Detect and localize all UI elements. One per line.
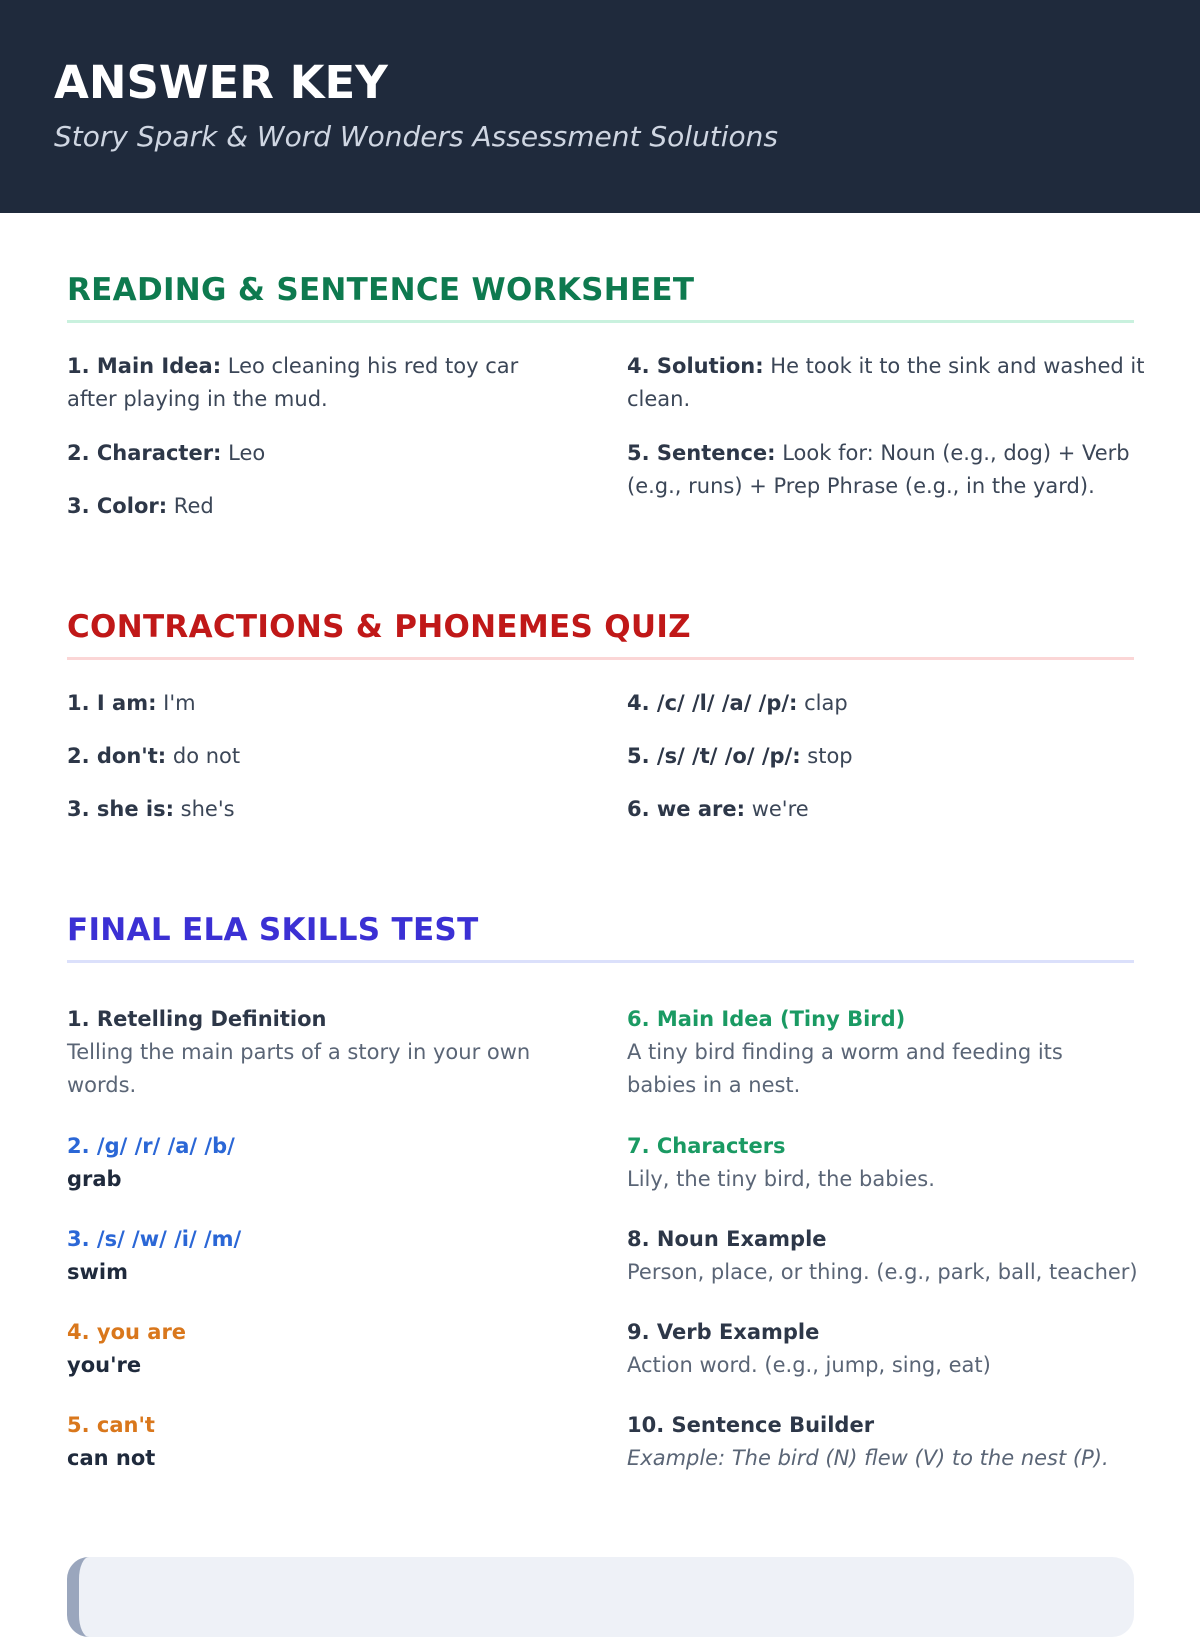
answer-item — [67, 740, 572, 773]
answer-text: clap — [797, 691, 848, 715]
section-divider — [67, 960, 1134, 963]
answer-text: Look for: Noun (e.g., dog) + Verb (e.g., runs) + Prep Phrase (e.g., in the yard). — [627, 441, 1130, 498]
answer-item — [627, 437, 1147, 503]
answer-text: Leo cleaning his red toy car after playing in the mud. — [67, 354, 519, 411]
answer-text: I'm — [156, 691, 196, 715]
answer-text: we're — [745, 797, 809, 821]
page-title: ANSWER KEY — [54, 56, 388, 109]
question-answer: you're — [67, 1353, 142, 1377]
answer-label: 3. she is: — [67, 797, 174, 821]
answer-item — [627, 350, 1147, 416]
question-answer: swim — [67, 1260, 128, 1284]
section-title-reading: READING & SENTENCE WORKSHEET — [67, 272, 695, 308]
answer-item — [627, 793, 1147, 826]
answer-item — [67, 437, 572, 470]
answer-item — [67, 687, 572, 720]
answer-label: 4. Solution: — [627, 354, 764, 378]
question-answer: Example: The bird (N) flew (V) to the nest (P). — [627, 1446, 1109, 1470]
section-divider — [67, 657, 1134, 660]
answer-item — [627, 740, 1147, 773]
answer-label: 2. don't: — [67, 744, 167, 768]
answer-label: 3. Color: — [67, 494, 168, 518]
page-subtitle: Story Spark & Word Wonders Assessment Solutions — [54, 120, 779, 153]
section-divider — [67, 320, 1134, 323]
answer-label: 1. Main Idea: — [67, 354, 222, 378]
question-answer: Person, place, or thing. (e.g., park, ball, teacher) — [627, 1260, 1138, 1284]
question-answer: grab — [67, 1167, 122, 1191]
question-label: 5. can't — [67, 1413, 155, 1437]
question-label: 3. /s/ /w/ /i/ /m/ — [67, 1227, 242, 1251]
answer-text: she's — [174, 797, 235, 821]
header-banner — [0, 0, 1200, 213]
answer-text: stop — [800, 744, 853, 768]
section-title-contractions: CONTRACTIONS & PHONEMES QUIZ — [67, 609, 691, 645]
answer-item — [67, 350, 572, 416]
answer-item — [627, 687, 1147, 720]
question-answer: Lily, the tiny bird, the babies. — [627, 1167, 935, 1191]
answer-label: 2. Character: — [67, 441, 222, 465]
answer-text: He took it to the sink and washed it clean. — [627, 354, 1145, 411]
question-label: 8. Noun Example — [627, 1227, 827, 1251]
answer-label: 5. /s/ /t/ /o/ /p/: — [627, 744, 801, 768]
question-label: 1. Retelling Definition — [67, 1007, 327, 1031]
question-answer: can not — [67, 1446, 156, 1470]
question-label: 9. Verb Example — [627, 1320, 820, 1344]
question-label: 10. Sentence Builder — [627, 1413, 875, 1437]
answer-label: 4. /c/ /l/ /a/ /p/: — [627, 691, 798, 715]
answer-label: 1. I am: — [67, 691, 157, 715]
answer-label: 6. we are: — [627, 797, 746, 821]
question-label: 7. Characters — [627, 1134, 786, 1158]
answer-label: 5. Sentence: — [627, 441, 776, 465]
note-box — [67, 1557, 1134, 1637]
answer-text: Red — [167, 494, 214, 518]
question-answer: Action word. (e.g., jump, sing, eat) — [627, 1353, 991, 1377]
section-title-final-test: FINAL ELA SKILLS TEST — [67, 912, 479, 948]
question-answer: A tiny bird finding a worm and feeding its babies in a nest. — [627, 1040, 1063, 1097]
answer-item — [67, 490, 572, 523]
question-label: 6. Main Idea (Tiny Bird) — [627, 1007, 906, 1031]
answer-text: do not — [166, 744, 241, 768]
answer-item — [67, 793, 572, 826]
answer-text: Leo — [221, 441, 266, 465]
question-label: 2. /g/ /r/ /a/ /b/ — [67, 1134, 235, 1158]
question-label: 4. you are — [67, 1320, 187, 1344]
question-answer: Telling the main parts of a story in your own words. — [67, 1040, 531, 1097]
